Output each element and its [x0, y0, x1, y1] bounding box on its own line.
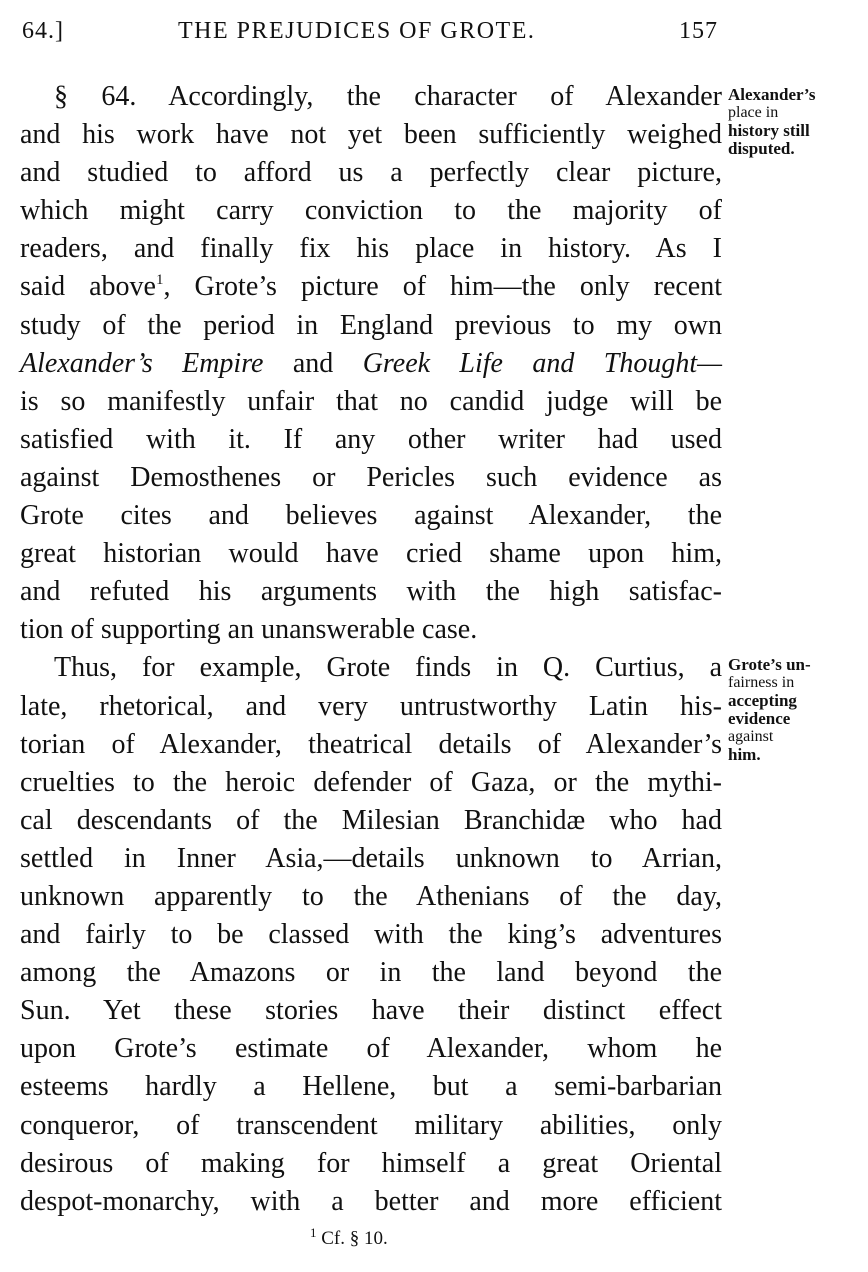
marginal-note-line: place in: [728, 104, 779, 121]
footnote-text: Cf. § 10.: [321, 1228, 388, 1249]
text-line: Sun. Yet these stories have their distinct effect: [20, 995, 722, 1027]
text-line: said above$^1$, Grote’s picture of him—the only recent: [20, 271, 722, 303]
text-line: tion of supporting an unanswerable case.: [20, 614, 478, 646]
text-line: Thus, for example, Grote finds in Q. Curtius, a: [54, 652, 722, 684]
text-line: which might carry conviction to the majority of: [20, 195, 722, 227]
text-line: is so manifestly unfair that no candid judge will be: [20, 385, 722, 417]
marginal-note-alexanders-place: [728, 86, 863, 158]
text-line: unknown apparently to the Athenians of the day,: [20, 880, 722, 912]
running-head: [20, 18, 720, 54]
marginal-note-line: Alexander’s: [728, 85, 816, 104]
marginal-note-line: evidence: [728, 709, 791, 728]
text-line: satisfied with it. If any other writer had used: [20, 423, 722, 455]
footnote-mark: 1: [310, 1225, 317, 1240]
text-line: and studied to afford us a perfectly clear picture,: [20, 157, 722, 189]
text-line: and his work have not yet been sufficiently weighed: [20, 119, 722, 151]
text-line: great historian would have cried shame upon him,: [20, 538, 722, 570]
marginal-note-line: disputed.: [728, 139, 795, 158]
text-line: despot-monarchy, with a better and more efficient: [20, 1185, 722, 1217]
marginal-note-line: against: [728, 728, 774, 745]
text-line: Grote cites and believes against Alexander, the: [20, 500, 722, 532]
text-line: Alexander’s Empire and Greek Life and Thought—: [20, 347, 722, 379]
text-line: upon Grote’s estimate of Alexander, whom he: [20, 1033, 722, 1065]
marginal-note-line: accepting: [728, 691, 797, 710]
text-line: conqueror, of transcendent military abilities, only: [20, 1109, 722, 1141]
text-line: esteems hardly a Hellene, but a semi-barbarian: [20, 1071, 722, 1103]
text-line: cal descendants of the Milesian Branchidæ who had: [20, 804, 722, 836]
marginal-note-line: fairness in: [728, 674, 795, 691]
text-line: study of the period in England previous to my own: [20, 309, 722, 341]
text-line: and fairly to be classed with the king’s adventures: [20, 919, 722, 951]
text-line: late, rhetorical, and very untrustworthy Latin his-: [20, 690, 722, 722]
text-line: and refuted his arguments with the high satisfac-: [20, 576, 722, 608]
footnote: [310, 1225, 388, 1250]
running-title: THE PREJUDICES OF GROTE.: [178, 18, 536, 44]
text-line: settled in Inner Asia,—details unknown to Arrian,: [20, 842, 722, 874]
marginal-note-grotes-unfairness: [728, 656, 863, 764]
text-line: among the Amazons or in the land beyond the: [20, 957, 722, 989]
text-line: cruelties to the heroic defender of Gaza, or the mythi-: [20, 766, 722, 798]
section-number: 64.]: [22, 18, 64, 44]
footnote-reference: 1: [155, 272, 164, 289]
marginal-note-line: him.: [728, 745, 761, 764]
text-line: readers, and finally fix his place in history. As I: [20, 233, 722, 265]
text-line: against Demosthenes or Pericles such evidence as: [20, 461, 722, 493]
text-line: § 64. Accordingly, the character of Alexander: [54, 81, 722, 112]
body-text: [20, 78, 722, 1221]
marginal-note-line: history still: [728, 121, 810, 140]
text-line: desirous of making for himself a great Oriental: [20, 1147, 722, 1179]
text-line: torian of Alexander, theatrical details of Alexander’s: [20, 728, 722, 760]
book-title-greek-life: Greek Life and Thought—: [362, 347, 722, 379]
book-title-alexanders-empire: Alexander’s Empire: [20, 347, 264, 379]
marginal-note-line: Grote’s un-: [728, 655, 811, 674]
page-number: 157: [679, 18, 718, 44]
